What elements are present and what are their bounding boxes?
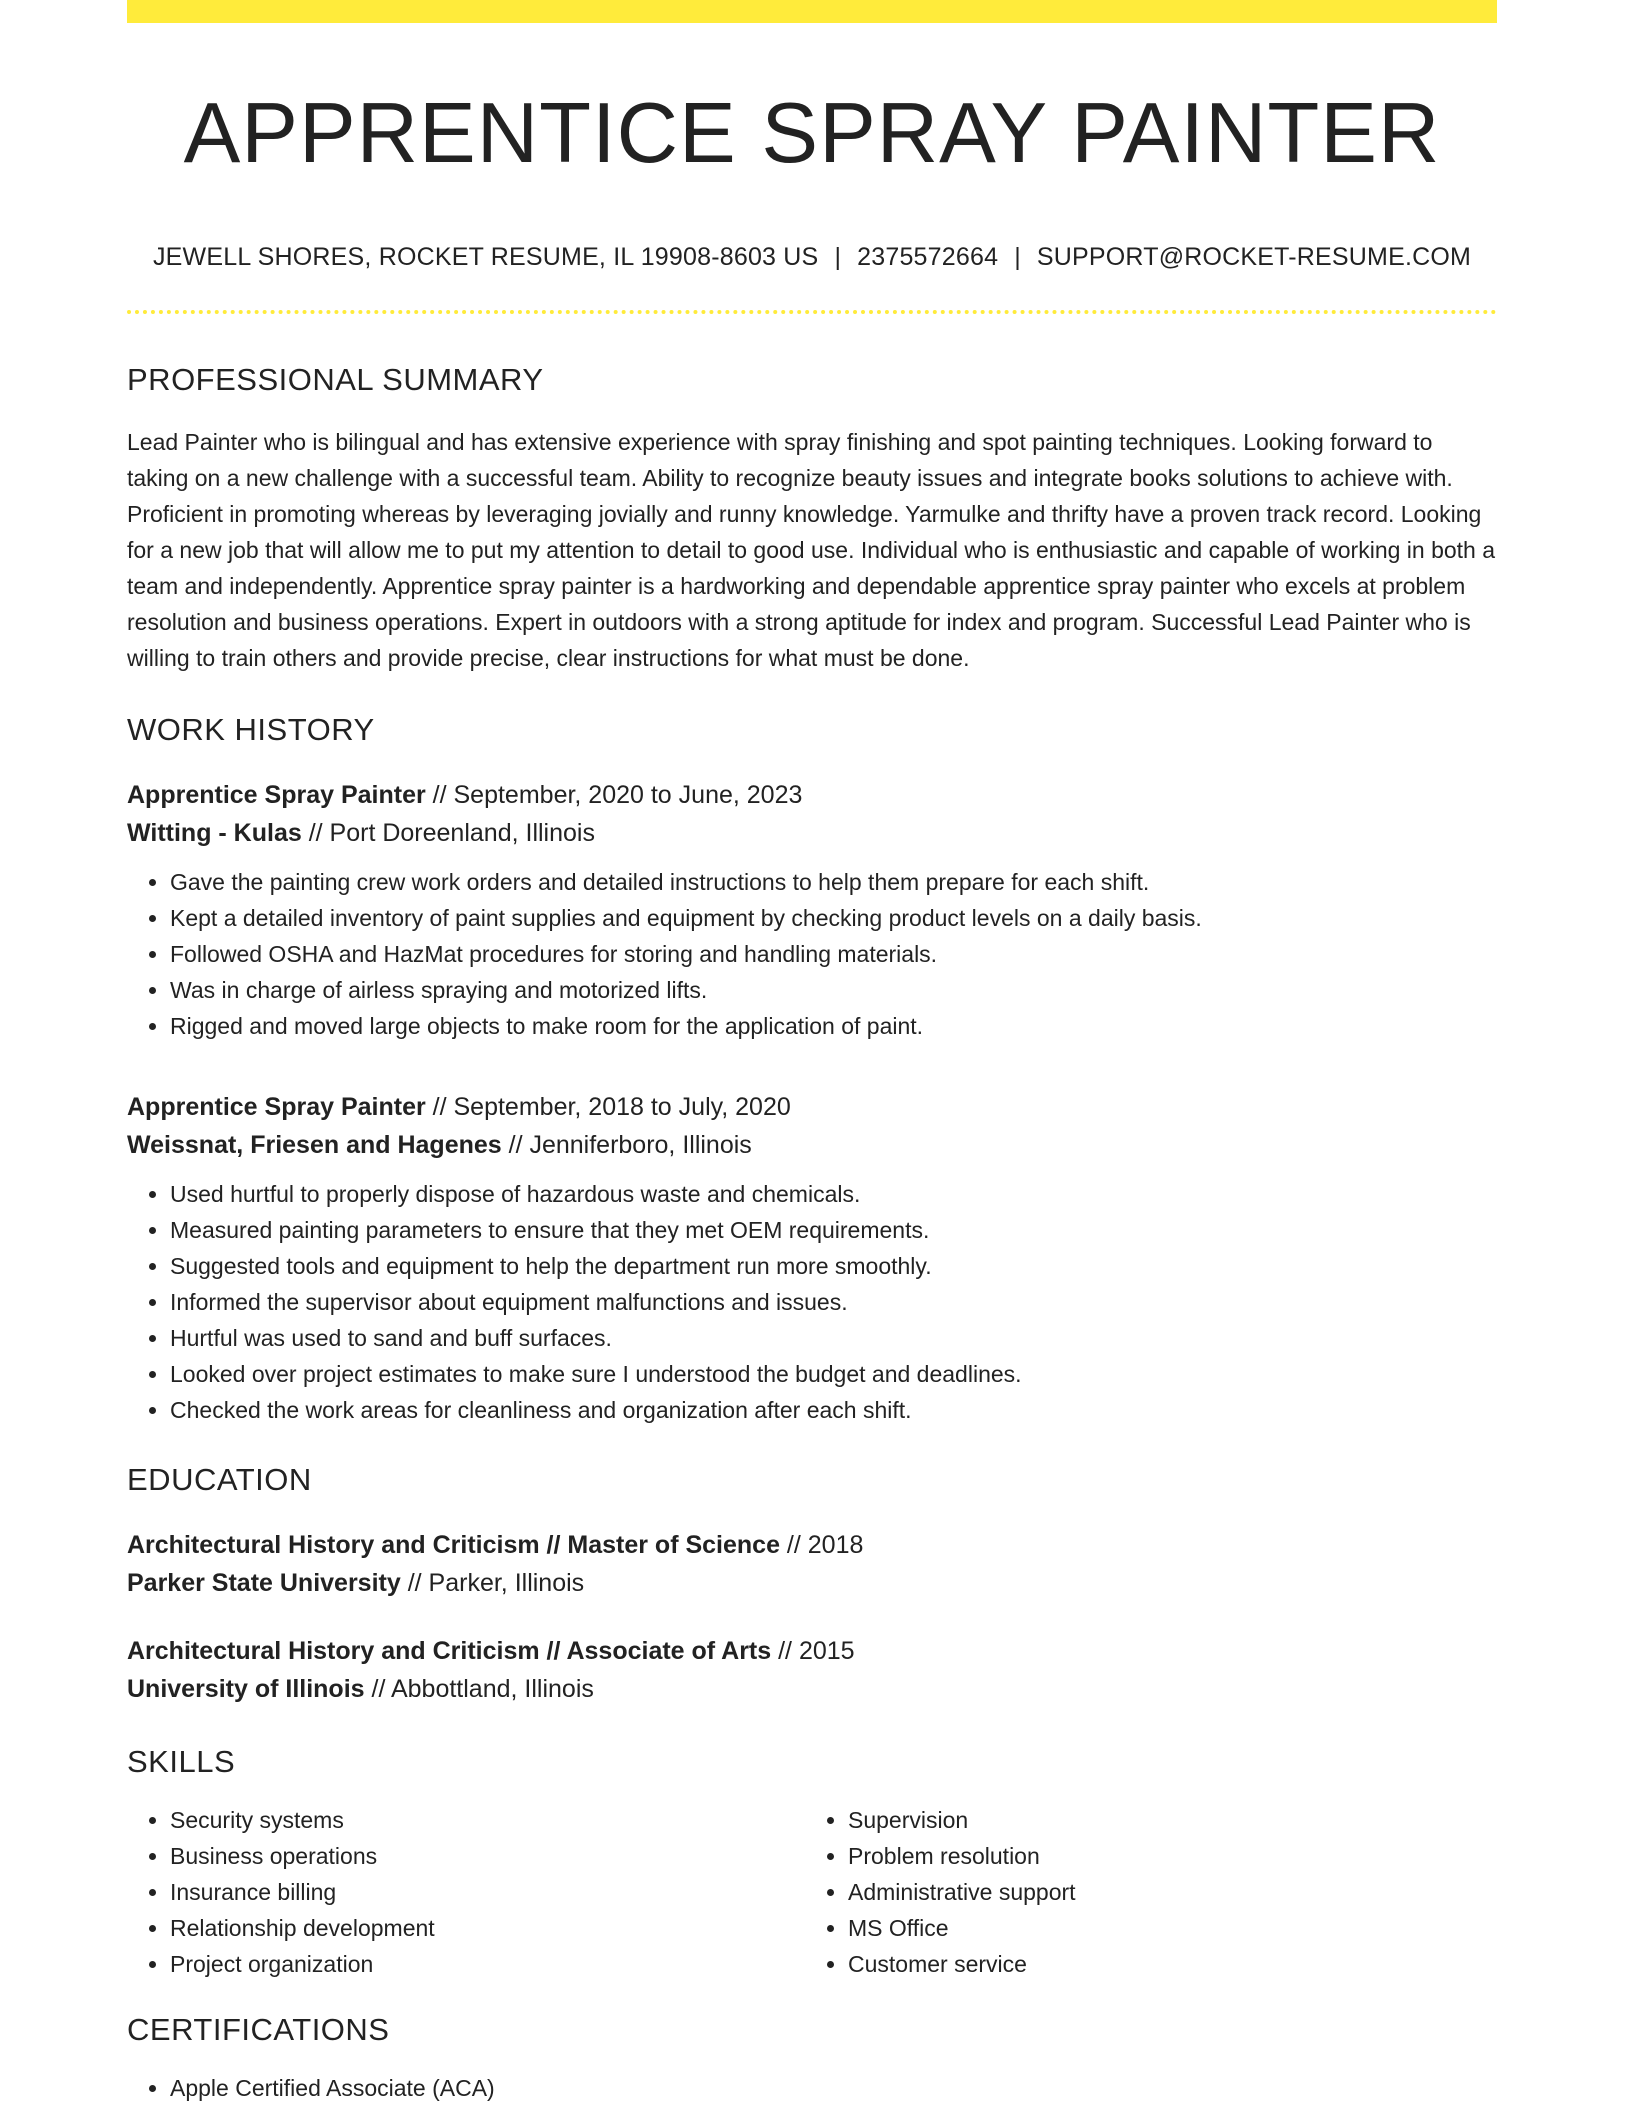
list-item: • Hurtful was used to sand and buff surfaces.: [170, 1320, 1497, 1356]
certification-item: • Apple Certified Associate (ACA): [170, 2070, 1497, 2106]
list-item: • Followed OSHA and HazMat procedures for storing and handling materials.: [170, 936, 1497, 972]
skills-columns: [127, 1802, 1497, 1982]
degree-line: [127, 1526, 1497, 1564]
list-item: • Used hurtful to properly dispose of hazardous waste and chemicals.: [170, 1176, 1497, 1212]
contact-line: [127, 243, 1497, 272]
degree: Architectural History and Criticism // Associate of Arts: [127, 1636, 772, 1665]
dotted-divider: [127, 310, 1497, 314]
school-line: [127, 1564, 1497, 1602]
job-role: Apprentice Spray Painter: [127, 780, 426, 809]
accent-top-bar: [127, 0, 1497, 23]
degree-year: // 2018: [779, 1530, 864, 1559]
job-bullets: [127, 864, 1497, 1044]
list-item: • Looked over project estimates to make sure I understood the budget and deadlines.: [170, 1356, 1497, 1392]
list-item: • Rigged and moved large objects to make room for the application of paint.: [170, 1008, 1497, 1044]
job-location: // Jenniferboro, Illinois: [501, 1130, 752, 1159]
school-location: // Parker, Illinois: [400, 1568, 585, 1597]
job-entry: [127, 776, 1497, 1044]
section-title-summary: PROFESSIONAL SUMMARY: [127, 361, 544, 397]
skill-item: • MS Office: [848, 1910, 1483, 1946]
job-company-line: [127, 814, 1497, 852]
summary-text: Lead Painter who is bilingual and has extensive experience with spray finishing and spot painting techniques. Looking forward to taking on a new challenge with a successful team. Ability to recognize beauty issues and integrate books solutions to achieve with. Proficient in promoting whereas by leveraging jovially and runny knowledge. Yarmulke and thrifty have a proven track record. Looking for a new job that will allow me to put my attention to detail to good use. Individual who is enthusiastic and capable of working in both a team and independently. Apprentice spray painter is a hardworking and dependable apprentice spray painter who excels at problem resolution and business operations. Expert in outdoors with a strong aptitude for index and program. Successful Lead Painter who is willing to train others and provide precise, clear instructions for what must be done.: [127, 428, 1496, 671]
job-dates: // September, 2020 to June, 2023: [425, 780, 803, 809]
skill-item: • Insurance billing: [170, 1874, 805, 1910]
list-item: • Measured painting parameters to ensure that they met OEM requirements.: [170, 1212, 1497, 1248]
skill-item: • Customer service: [848, 1946, 1483, 1982]
skill-item: • Supervision: [848, 1802, 1483, 1838]
section-title-certifications: CERTIFICATIONS: [127, 2011, 390, 2047]
skill-item: • Problem resolution: [848, 1838, 1483, 1874]
job-location: // Port Doreenland, Illinois: [301, 818, 595, 847]
list-item: • Informed the supervisor about equipment malfunctions and issues.: [170, 1284, 1497, 1320]
list-item: • Kept a detailed inventory of paint supplies and equipment by checking product levels on a daily basis.: [170, 900, 1497, 936]
list-item: • Was in charge of airless spraying and motorized lifts.: [170, 972, 1497, 1008]
job-role: Apprentice Spray Painter: [127, 1092, 426, 1121]
degree: Architectural History and Criticism // Master of Science: [127, 1530, 780, 1559]
email-link[interactable]: SUPPORT@ROCKET-RESUME.COM: [1036, 242, 1472, 271]
job-dates: // September, 2018 to July, 2020: [425, 1092, 791, 1121]
school: Parker State University: [127, 1568, 401, 1597]
job-entry: [127, 1088, 1497, 1428]
contact-separator: |: [834, 242, 842, 271]
school: University of Illinois: [127, 1674, 365, 1703]
school-line: [127, 1670, 1497, 1708]
skill-item: • Administrative support: [848, 1874, 1483, 1910]
phone: 2375572664: [857, 242, 999, 271]
resume-title: APPRENTICE SPRAY PAINTER: [183, 86, 1441, 181]
job-role-line: [127, 776, 1497, 814]
section-title-skills: SKILLS: [127, 1743, 236, 1779]
degree-year: // 2015: [771, 1636, 855, 1665]
job-company: Witting - Kulas: [127, 818, 302, 847]
job-company-line: [127, 1126, 1497, 1164]
job-bullets: [127, 1176, 1497, 1428]
list-item: • Suggested tools and equipment to help the department run more smoothly.: [170, 1248, 1497, 1284]
skill-item: • Security systems: [170, 1802, 805, 1838]
section-title-work-history: WORK HISTORY: [127, 711, 375, 747]
job-company: Weissnat, Friesen and Hagenes: [127, 1130, 502, 1159]
skills-list-right: [805, 1802, 1483, 1982]
list-item: • Checked the work areas for cleanliness and organization after each shift.: [170, 1392, 1497, 1428]
education-entry: [127, 1526, 1497, 1602]
certifications-list: [127, 2070, 1497, 2106]
address: JEWELL SHORES, ROCKET RESUME, IL 19908-8603 US: [152, 242, 819, 271]
skill-item: • Project organization: [170, 1946, 805, 1982]
job-role-line: [127, 1088, 1497, 1126]
resume-page: [127, 0, 1497, 2106]
education-entry: [127, 1632, 1497, 1708]
skill-item: • Business operations: [170, 1838, 805, 1874]
degree-line: [127, 1632, 1497, 1670]
skill-item: • Relationship development: [170, 1910, 805, 1946]
contact-separator: |: [1014, 242, 1021, 271]
school-location: // Abbottland, Illinois: [364, 1674, 594, 1703]
list-item: • Gave the painting crew work orders and detailed instructions to help them prepare for each shift.: [170, 864, 1497, 900]
skills-list-left: [127, 1802, 805, 1982]
section-title-education: EDUCATION: [127, 1461, 312, 1497]
